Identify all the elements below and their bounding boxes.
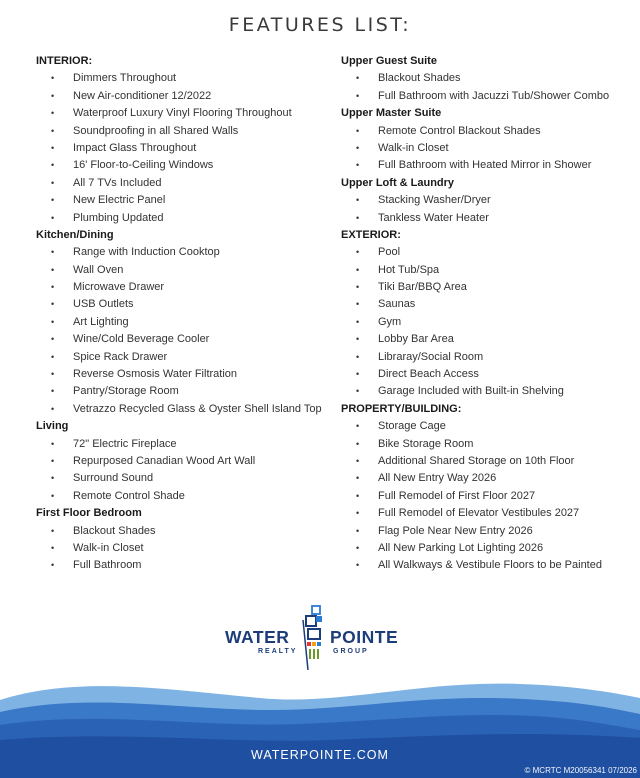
bullet-icon: •: [356, 125, 360, 136]
feature-item-text: Walk-in Closet: [73, 541, 144, 554]
feature-item-text: Flag Pole Near New Entry 2026: [378, 524, 533, 537]
feature-item-text: Pool: [378, 246, 401, 259]
feature-item: [341, 436, 637, 453]
feature-item-text: Saunas: [378, 298, 416, 311]
feature-item: [36, 540, 336, 557]
feature-item: [341, 557, 637, 574]
feature-item: [36, 523, 336, 540]
feature-item: [36, 192, 336, 209]
bullet-icon: •: [51, 212, 55, 223]
bullet-icon: •: [51, 473, 55, 484]
bullet-icon: •: [356, 525, 360, 536]
bullet-icon: •: [356, 195, 360, 206]
feature-item: [36, 262, 336, 279]
feature-item-text: All Walkways & Vestibule Floors to be Painted: [378, 559, 602, 572]
feature-item-text: Wine/Cold Beverage Cooler: [73, 333, 210, 346]
feature-item: [36, 244, 336, 261]
feature-item: [341, 331, 637, 348]
bullet-icon: •: [356, 160, 360, 171]
feature-item: [36, 436, 336, 453]
feature-item: [341, 123, 637, 140]
feature-item-text: Waterproof Luxury Vinyl Flooring Throughout: [73, 107, 292, 120]
feature-item-text: Direct Beach Access: [378, 368, 479, 381]
feature-item: [341, 314, 637, 331]
feature-item-text: Wall Oven: [73, 263, 124, 276]
feature-item: [36, 557, 336, 574]
logo-word-water: WATER: [225, 627, 290, 647]
feature-item-text: Libraray/Social Room: [378, 350, 484, 363]
feature-item-text: Tiki Bar/BBQ Area: [378, 281, 467, 294]
footer-url[interactable]: WATERPOINTE.COM: [251, 748, 389, 762]
feature-item: [36, 88, 336, 105]
right-column: [341, 53, 637, 575]
feature-item: [341, 244, 637, 261]
feature-item-text: New Electric Panel: [73, 194, 166, 207]
bullet-icon: •: [51, 316, 55, 327]
feature-item-text: Hot Tub/Spa: [378, 263, 440, 276]
bullet-icon: •: [356, 473, 360, 484]
feature-section: [36, 418, 336, 505]
feature-list: [36, 70, 336, 227]
section-heading: PROPERTY/BUILDING:: [341, 402, 462, 415]
feature-item-text: Walk-in Closet: [378, 141, 449, 154]
feature-item-text: Full Remodel of Elevator Vestibules 2027: [378, 507, 580, 520]
feature-item: [341, 383, 637, 400]
feature-item-text: Stacking Washer/Dryer: [378, 194, 491, 207]
feature-item-text: Pantry/Storage Room: [73, 385, 179, 398]
bullet-icon: •: [51, 369, 55, 380]
bullet-icon: •: [51, 560, 55, 571]
feature-item-text: Full Bathroom with Jacuzzi Tub/Shower Combo: [378, 89, 610, 102]
feature-item-text: All New Entry Way 2026: [378, 472, 497, 485]
section-heading: EXTERIOR:: [341, 228, 401, 241]
bullet-icon: •: [51, 403, 55, 414]
feature-item-text: Additional Shared Storage on 10th Floor: [378, 454, 575, 467]
waterpointe-logo: [0, 602, 640, 672]
feature-section: [36, 53, 336, 227]
bullet-icon: •: [356, 438, 360, 449]
feature-item-text: New Air-conditioner 12/2022: [73, 89, 212, 102]
feature-section: [341, 53, 637, 105]
logo-sub-group: GROUP: [333, 648, 369, 655]
feature-item-text: Art Lighting: [73, 315, 129, 328]
feature-item-text: Blackout Shades: [378, 72, 461, 85]
feature-list: [36, 244, 336, 418]
feature-item-text: Lobby Bar Area: [378, 333, 454, 346]
feature-item-text: Full Remodel of First Floor 2027: [378, 489, 536, 502]
feature-section: [36, 505, 336, 575]
feature-item-text: Range with Induction Cooktop: [73, 246, 220, 259]
feature-list: [36, 436, 336, 506]
feature-item: [341, 157, 637, 174]
feature-item-text: Gym: [378, 315, 402, 328]
bullet-icon: •: [51, 351, 55, 362]
feature-item: [341, 262, 637, 279]
feature-item: [341, 488, 637, 505]
feature-list: [341, 418, 637, 575]
bullet-icon: •: [356, 386, 360, 397]
feature-item-text: 16' Floor-to-Ceiling Windows: [73, 159, 214, 172]
feature-item: [36, 383, 336, 400]
feature-item: [36, 157, 336, 174]
bullet-icon: •: [51, 73, 55, 84]
bullet-icon: •: [356, 560, 360, 571]
bullet-icon: •: [51, 195, 55, 206]
bullet-icon: •: [356, 455, 360, 466]
feature-item-text: Bike Storage Room: [378, 437, 474, 450]
feature-item-text: Reverse Osmosis Water Filtration: [73, 368, 238, 381]
feature-item: [341, 70, 637, 87]
feature-item: [36, 123, 336, 140]
bullet-icon: •: [51, 525, 55, 536]
feature-item-text: Plumbing Updated: [73, 211, 164, 224]
feature-item: [36, 349, 336, 366]
feature-item-text: Dimmers Throughout: [73, 72, 177, 85]
bullet-icon: •: [51, 247, 55, 258]
bullet-icon: •: [51, 438, 55, 449]
bullet-icon: •: [51, 160, 55, 171]
bullet-icon: •: [51, 142, 55, 153]
feature-item: [36, 210, 336, 227]
feature-item-text: All New Parking Lot Lighting 2026: [378, 541, 544, 554]
feature-item: [341, 540, 637, 557]
feature-item: [341, 453, 637, 470]
feature-item: [36, 366, 336, 383]
feature-item-text: Vetrazzo Recycled Glass & Oyster Shell Island Top: [73, 402, 322, 415]
feature-section: [341, 105, 637, 175]
feature-list: [36, 523, 336, 575]
feature-list: [341, 192, 637, 227]
feature-item-text: Impact Glass Throughout: [73, 141, 197, 154]
section-heading: Kitchen/Dining: [36, 228, 114, 241]
bullet-icon: •: [356, 369, 360, 380]
bullet-icon: •: [356, 282, 360, 293]
bullet-icon: •: [51, 299, 55, 310]
feature-item-text: USB Outlets: [73, 298, 134, 311]
feature-item: [36, 488, 336, 505]
bullet-icon: •: [51, 282, 55, 293]
bullet-icon: •: [356, 212, 360, 223]
bullet-icon: •: [51, 264, 55, 275]
feature-item-text: All 7 TVs Included: [73, 176, 162, 189]
feature-section: [36, 227, 336, 418]
bullet-icon: •: [51, 542, 55, 553]
bullet-icon: •: [51, 490, 55, 501]
bullet-icon: •: [356, 299, 360, 310]
feature-item: [341, 279, 637, 296]
logo-sub-realty: REALTY: [258, 648, 298, 655]
section-heading: First Floor Bedroom: [36, 507, 142, 520]
feature-item: [36, 140, 336, 157]
feature-item-text: Full Bathroom: [73, 559, 142, 572]
feature-item-text: Tankless Water Heater: [378, 211, 489, 224]
feature-item: [341, 349, 637, 366]
bullet-icon: •: [356, 542, 360, 553]
feature-list: [341, 70, 637, 105]
feature-section: [341, 175, 637, 227]
bullet-icon: •: [356, 334, 360, 345]
feature-item-text: Full Bathroom with Heated Mirror in Shower: [378, 159, 592, 172]
feature-item-text: Remote Control Shade: [73, 489, 185, 502]
feature-item: [36, 470, 336, 487]
feature-item: [341, 505, 637, 522]
bullet-icon: •: [356, 247, 360, 258]
feature-item: [341, 523, 637, 540]
section-heading: Upper Master Suite: [341, 107, 442, 120]
logo-mark-icon: [298, 602, 328, 672]
feature-item-text: Spice Rack Drawer: [73, 350, 168, 363]
feature-item: [341, 210, 637, 227]
feature-item: [341, 418, 637, 435]
feature-item: [36, 105, 336, 122]
feature-item: [36, 175, 336, 192]
bullet-icon: •: [356, 490, 360, 501]
bullet-icon: •: [51, 334, 55, 345]
feature-item-text: Surround Sound: [73, 472, 154, 485]
feature-item-text: 72" Electric Fireplace: [73, 437, 177, 450]
feature-item-text: Blackout Shades: [73, 524, 156, 537]
bullet-icon: •: [356, 90, 360, 101]
bullet-icon: •: [51, 125, 55, 136]
bullet-icon: •: [356, 508, 360, 519]
bullet-icon: •: [356, 142, 360, 153]
logo-word-pointe: POINTE: [330, 627, 399, 647]
feature-item: [341, 470, 637, 487]
mls-stamp: © MCRTC M20056341 07/2026: [524, 766, 637, 775]
bullet-icon: •: [356, 421, 360, 432]
bullet-icon: •: [51, 455, 55, 466]
feature-item-text: Storage Cage: [378, 420, 446, 433]
feature-item: [36, 401, 336, 418]
bullet-icon: •: [356, 316, 360, 327]
bullet-icon: •: [51, 386, 55, 397]
bullet-icon: •: [356, 264, 360, 275]
feature-item: [341, 366, 637, 383]
feature-item-text: Repurposed Canadian Wood Art Wall: [73, 454, 256, 467]
feature-item: [341, 140, 637, 157]
bullet-icon: •: [356, 351, 360, 362]
feature-item-text: Remote Control Blackout Shades: [378, 124, 541, 137]
feature-item: [36, 70, 336, 87]
feature-list: [341, 244, 637, 401]
section-heading: Upper Guest Suite: [341, 55, 437, 67]
section-heading: Living: [36, 420, 69, 433]
feature-section: [341, 227, 637, 401]
feature-item: [36, 331, 336, 348]
section-heading: Upper Loft & Laundry: [341, 176, 455, 189]
feature-item: [341, 296, 637, 313]
features-title: FEATURES LIST:: [228, 14, 412, 36]
bullet-icon: •: [356, 73, 360, 84]
bullet-icon: •: [51, 108, 55, 119]
left-column: [36, 53, 336, 575]
feature-item: [36, 453, 336, 470]
feature-item-text: Microwave Drawer: [73, 281, 165, 294]
feature-item: [341, 192, 637, 209]
bullet-icon: •: [51, 90, 55, 101]
feature-item: [36, 296, 336, 313]
feature-item: [341, 88, 637, 105]
feature-item-text: Garage Included with Built-in Shelving: [378, 385, 564, 398]
feature-item-text: Soundproofing in all Shared Walls: [73, 124, 239, 137]
feature-section: [341, 401, 637, 575]
section-heading: INTERIOR:: [36, 55, 93, 67]
feature-list: [341, 123, 637, 175]
feature-item: [36, 279, 336, 296]
feature-item: [36, 314, 336, 331]
bullet-icon: •: [51, 177, 55, 188]
